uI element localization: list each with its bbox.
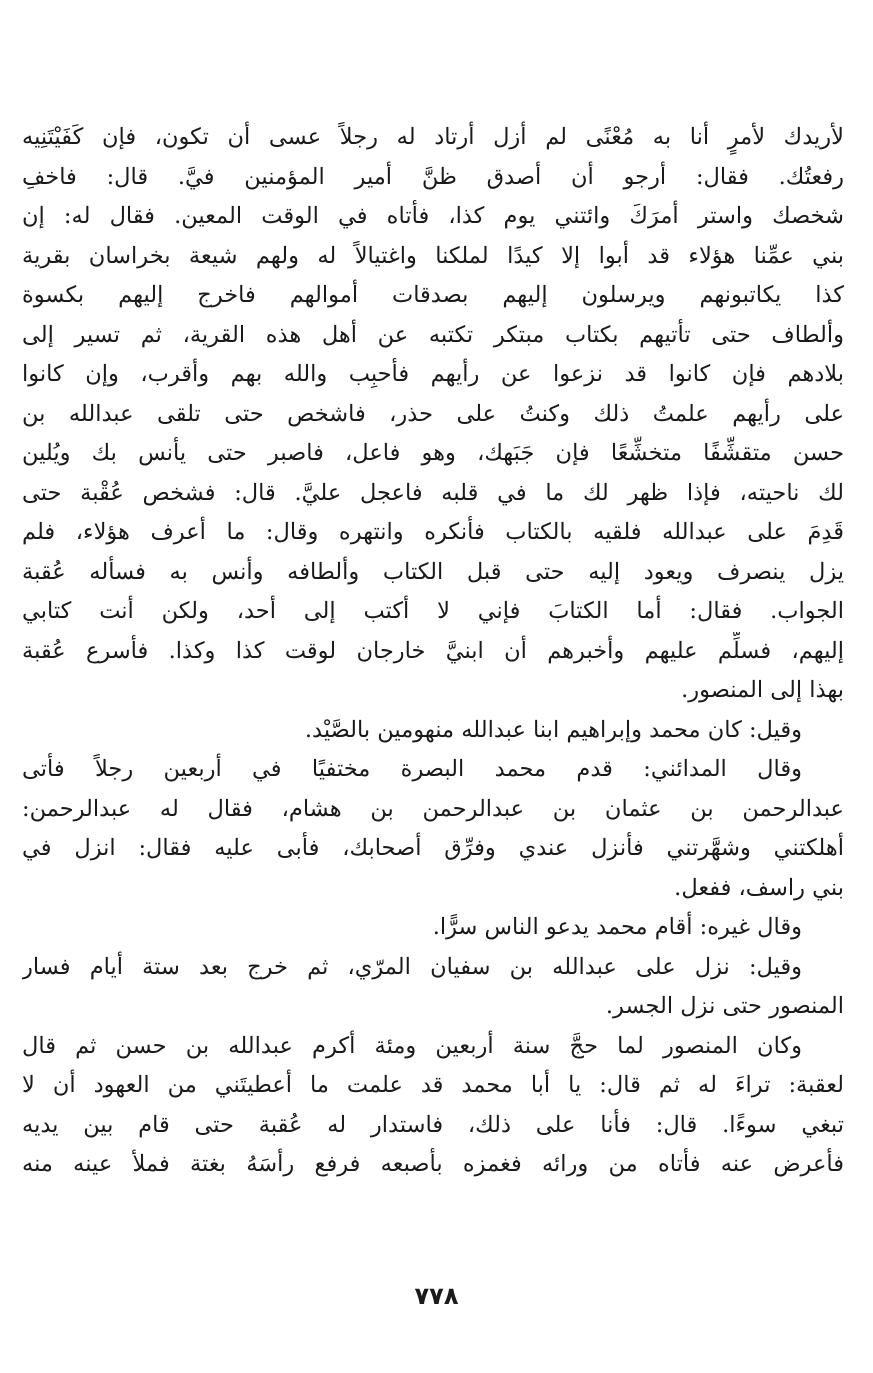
text-line: يزل ينصرف ويعود إليه حتى قبل الكتاب وألطافه وأنس به فسأله عُقبة	[22, 558, 844, 585]
text-line: أهلكتني وشهَّرتني فأنزل عندي وفرِّق أصحابك، فأبى عليه فقال: انزل في	[22, 835, 844, 861]
text-line: بلادهم فإن كانوا قد نزعوا عن رأيهم فأحبِب والله بهم وأقرب، وإن كانوا	[22, 361, 844, 387]
text-line: بني راسف، ففعل.	[674, 874, 844, 901]
text-line: بني عمِّنا هؤلاء قد أبوا إلا كيدًا لملكنا واغتيالاً له ولهم شيعة بخراسان بقرية	[22, 242, 844, 269]
page-number: ٧٧٨	[414, 1282, 459, 1310]
paragraph-start-line: وكان المنصور لما حجَّ سنة أربعين ومئة أكرم عبدالله بن حسن ثم قال	[22, 1032, 802, 1059]
paragraph-start-line: وقال غيره: أقام محمد يدعو الناس سرًّا.	[432, 914, 802, 940]
text-line: فأعرض عنه فأتاه من ورائه فغمزه بأصبعه فرفع رأسَهُ بغتة فملأ عينه منه	[22, 1151, 844, 1177]
body-text	[22, 118, 844, 1185]
text-line: بهذا إلى المنصور.	[681, 677, 844, 703]
paragraph-start-line: وقال المدائني: قدم محمد البصرة مختفيًا في أربعين رجلاً فأتى	[22, 756, 802, 782]
text-line: كذا يكاتبونهم ويرسلون إليهم بصدقات أموالهم فاخرج إليهم بكسوة	[22, 282, 844, 308]
paragraph-start-line: وقيل: كان محمد وإبراهيم ابنا عبدالله منهومين بالصَّيْد.	[304, 716, 802, 743]
text-line: وألطاف حتى تأتيهم بكتاب مبتكر تكتبه عن أهل هذه القرية، ثم تسير إلى	[22, 321, 844, 348]
text-line: لأريدك لأمرٍ أنا به مُعْنًى لم أزل أرتاد له رجلاً عسى أن تكون، فإن كَفَيْتَنِيه	[22, 124, 844, 150]
text-line: الجواب. فقال: أما الكتابَ فإني لا أكتب إلى أحد، ولكن أنت كتابي	[22, 598, 844, 624]
text-line: لعقبة: تراءَ له ثم قال: يا أبا محمد قد علمت ما أعطيتَني من العهود أن لا	[22, 1072, 844, 1098]
text-line: لك ناحيته، فإذا ظهر لك ما في قلبه فاعجل عليَّ. قال: فشخص عُقْبة حتى	[22, 479, 844, 506]
text-line: شخصك واستر أمرَكَ وائتني يوم كذا، فأتاه في الوقت المعين. فقال له: إن	[22, 203, 844, 229]
text-line: قَدِمَ على عبدالله فلقيه بالكتاب فأنكره وانتهره وقال: ما أعرف هؤلاء، فلم	[22, 519, 844, 545]
text-line: عبدالرحمن بن عثمان بن عبدالرحمن بن هشام، فقال له عبدالرحمن:	[22, 795, 844, 822]
text-line: إليهم، فسلِّم عليهم وأخبرهم أن ابنيَّ خارجان لوقت كذا وكذا. فأسرع عُقبة	[22, 637, 844, 664]
text-line: حسن متقشِّفًا متخشِّعًا فإن جَبَهك، وهو فاعل، فاصبر حتى يأنس بك ويُلين	[22, 440, 844, 466]
text-line: على رأيهم علمتُ ذلك وكنتُ على حذر، فاشخص حتى تلقى عبدالله بن	[22, 400, 844, 427]
text-line: المنصور حتى نزل الجسر.	[605, 993, 844, 1019]
text-line: تبغي سوءًا. قال: فأنا على ذلك، فاستدار له عُقبة حتى قام بين يديه	[22, 1111, 844, 1138]
text-line: رفعتُك. فقال: أرجو أن أصدق ظنَّ أمير المؤمنين فيَّ. قال: فاخفِ	[22, 163, 844, 190]
paragraph-start-line: وقيل: نزل على عبدالله بن سفيان المرّي، ثم خرج بعد ستة أيام فسار	[22, 953, 802, 980]
